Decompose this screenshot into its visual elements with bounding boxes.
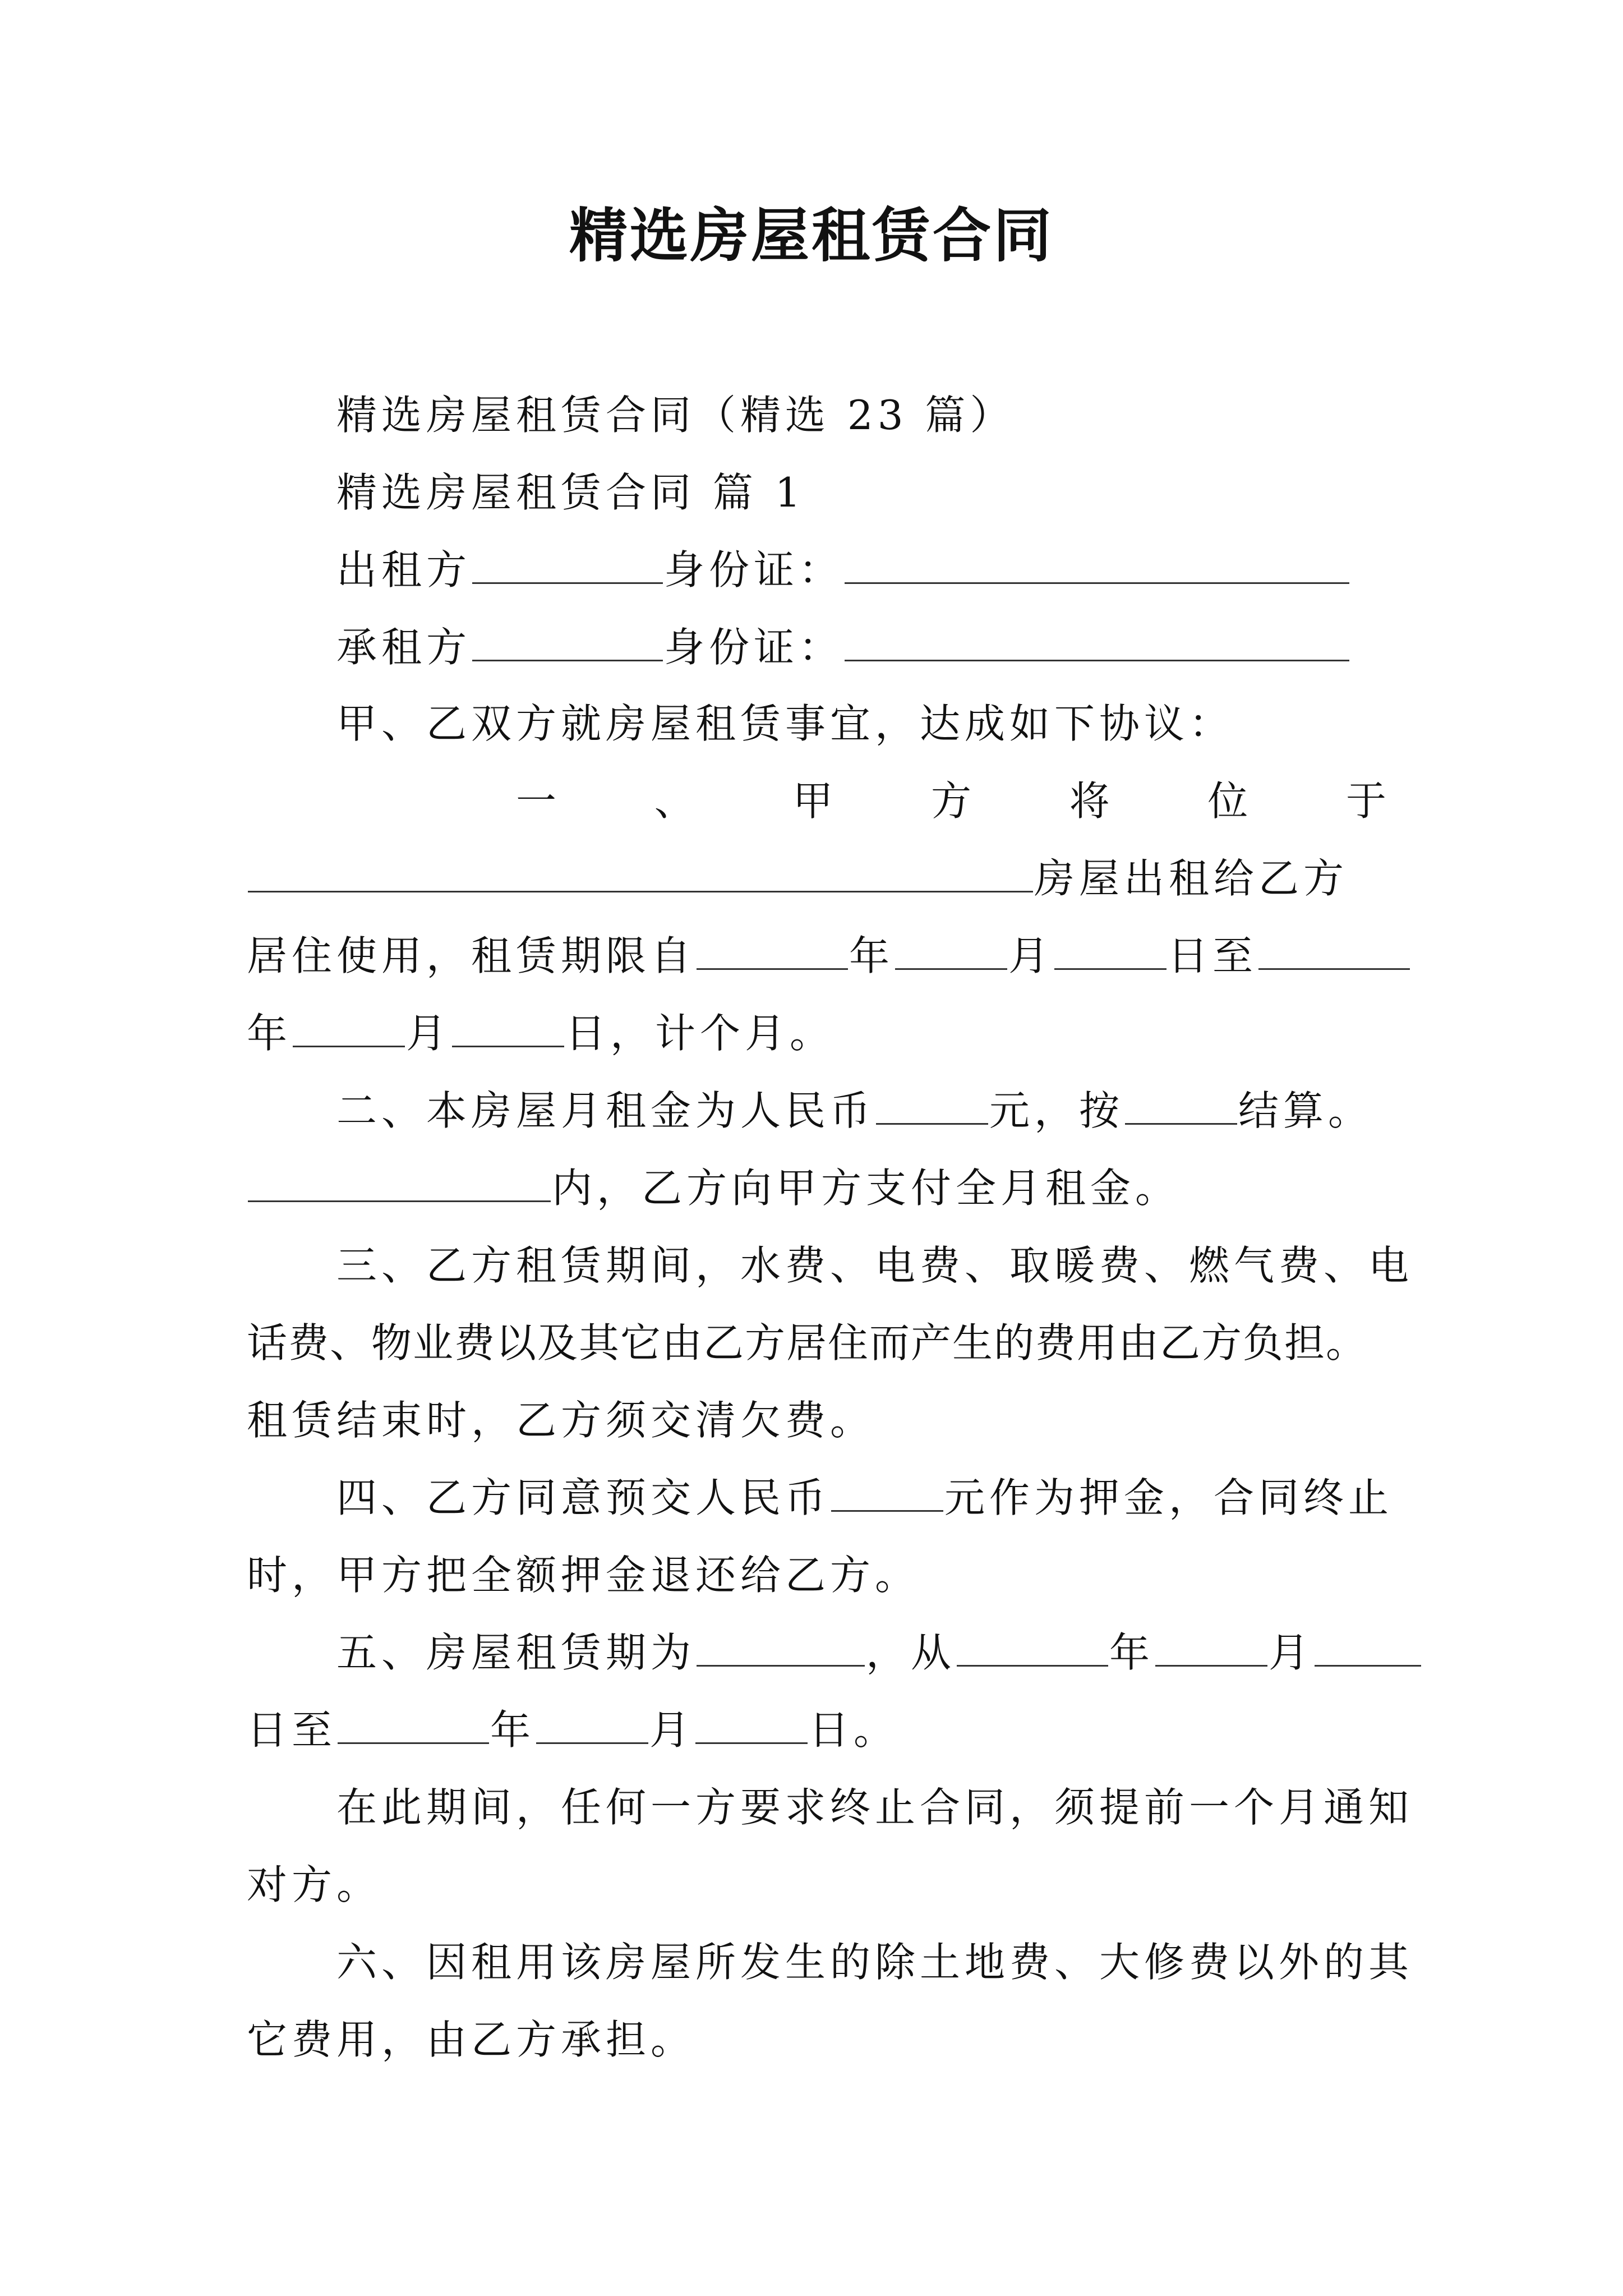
from-year-blank (957, 1628, 1108, 1667)
day-label: 日。 (809, 1706, 899, 1754)
clause-1-line-3 (247, 928, 1391, 984)
term-label: 五、房屋租赁期为 (336, 1629, 696, 1676)
clause-5-line-2 (247, 1702, 1391, 1758)
deposit-text: 元作为押金，合同终止 (944, 1474, 1394, 1521)
from-day-blank (1315, 1628, 1421, 1667)
clause-3-text: 话费、物业费以及其它由乙方居住而产生的费用由乙方负担。 (247, 1319, 1368, 1366)
to-day-blank (695, 1705, 808, 1744)
settlement-label: 结算。 (1238, 1087, 1373, 1134)
clause-1-char: 位 (1207, 777, 1253, 825)
clause-6-line-2 (247, 2012, 1391, 2068)
start-day-blank (1054, 931, 1166, 970)
section-label: 精选房屋租赁合同 篇 1 (336, 469, 805, 516)
clause-1-char: 、 (654, 777, 699, 825)
clause-1-head (247, 773, 1391, 829)
termination-text: 在此期间，任何一方要求终止合同，须提前一个月通知 (336, 1784, 1414, 1831)
lessee-label: 承租方 (336, 624, 472, 671)
clause-1-line-4 (247, 1005, 1391, 1061)
lessor-label: 出租方 (336, 546, 472, 593)
month-label: 月 (1269, 1629, 1314, 1676)
clause-1-char: 方 (930, 777, 976, 825)
lessee-name-blank (472, 623, 663, 661)
end-day-blank (452, 1009, 564, 1047)
lessee-line (247, 619, 1391, 675)
settlement-period-blank (1125, 1086, 1237, 1125)
year-label: 年 (849, 932, 895, 979)
clause-2-line-2 (247, 1160, 1391, 1216)
year-label: 年 (1109, 1629, 1155, 1676)
clause-2-line-1 (247, 1083, 1391, 1139)
clause-1-char: 将 (1069, 777, 1114, 825)
clause-1-char: 一 (516, 777, 561, 825)
clause-6-text: 它费用，由乙方承担。 (247, 2016, 696, 2063)
section-heading (247, 464, 1391, 521)
clause-1-line-2 (247, 850, 1391, 907)
address-blank (248, 854, 1033, 892)
lessor-line (247, 542, 1391, 598)
clause-6-text: 六、因租用该房屋所发生的除土地费、大修费以外的其 (336, 1939, 1414, 1986)
year-label: 年 (490, 1706, 536, 1754)
clause-3-line-3 (247, 1392, 1391, 1448)
collection-label: 精选房屋租赁合同（精选 23 篇） (336, 392, 1015, 439)
month-label: 月 (1008, 932, 1054, 979)
subtitle-collection (247, 387, 1391, 443)
day-to-label: 日至 (247, 1706, 337, 1754)
clause-1-char: 甲 (792, 777, 838, 825)
rent-amount-blank (876, 1086, 988, 1125)
lessor-id-label: 身份证： (664, 546, 844, 593)
termination-line-2 (247, 1857, 1391, 1913)
intro-text: 甲、乙双方就房屋租赁事宜，达成如下协议： (336, 700, 1234, 747)
clause-1-char: 于 (1345, 777, 1391, 825)
clause-3-line-1 (247, 1237, 1414, 1294)
lessor-name-blank (472, 545, 663, 584)
clause-4-line-1 (247, 1470, 1394, 1526)
clause-6-line-1 (247, 1934, 1414, 1990)
to-year-blank (338, 1705, 489, 1744)
clause-4-line-2 (247, 1547, 1391, 1603)
clause-3-line-2 (247, 1315, 1391, 1371)
rent-label: 二、本房屋月租金为人民币 (336, 1087, 875, 1134)
clause-3-text: 三、乙方租赁期间，水费、电费、取暖费、燃气费、电 (336, 1242, 1414, 1289)
months-count-text: 日，计个月。 (565, 1010, 835, 1057)
start-year-blank (697, 931, 848, 970)
year-label: 年 (247, 1010, 292, 1057)
termination-text: 对方。 (247, 1861, 382, 1908)
term-blank (697, 1628, 865, 1667)
agreement-intro (247, 696, 1391, 752)
from-month-blank (1155, 1628, 1267, 1667)
day-to-label: 日至 (1168, 932, 1258, 979)
payment-basis-label: 元，按 (989, 1087, 1124, 1134)
clause-5-line-1 (247, 1625, 1391, 1681)
termination-line-1 (247, 1779, 1414, 1835)
from-label: ，从 (866, 1629, 956, 1676)
end-year-blank (1258, 931, 1410, 970)
payment-text: 内，乙方向甲方支付全月租金。 (552, 1165, 1181, 1212)
clause-1-text: 房屋出租给乙方 (1034, 855, 1349, 902)
payment-deadline-blank (248, 1163, 551, 1202)
month-label: 月 (649, 1706, 695, 1754)
deposit-return-text: 时，甲方把全额押金退还给乙方。 (247, 1552, 920, 1599)
document-title: 精选房屋租赁合同 (569, 201, 1054, 270)
lease-term-label: 居住使用，租赁期限自 (247, 932, 696, 979)
clause-3-text: 租赁结束时，乙方须交清欠费。 (247, 1397, 875, 1444)
month-label: 月 (406, 1010, 451, 1057)
lessor-id-blank (845, 545, 1349, 584)
deposit-label: 四、乙方同意预交人民币 (336, 1474, 831, 1521)
start-month-blank (895, 931, 1007, 970)
to-month-blank (536, 1705, 648, 1744)
lessee-id-blank (845, 623, 1349, 661)
deposit-amount-blank (831, 1473, 943, 1512)
end-month-blank (293, 1009, 405, 1047)
lessee-id-label: 身份证： (664, 624, 844, 671)
